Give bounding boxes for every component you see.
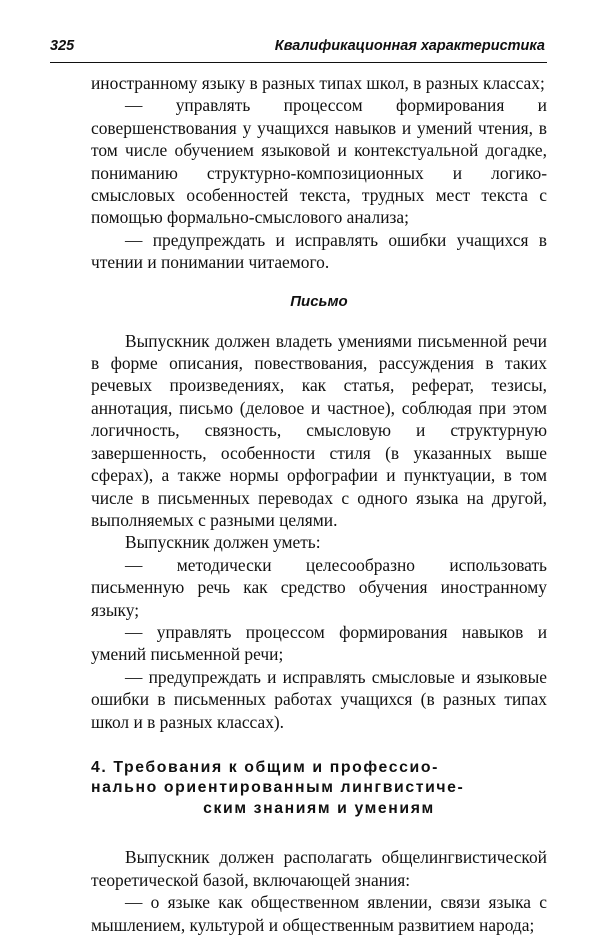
section-heading-line: ским знаниям и умениям	[203, 799, 435, 817]
paragraph: — предупреждать и исправлять ошибки учащихся в чтении и понимании читаемого.	[91, 229, 547, 273]
subheading-writing: Письмо	[290, 292, 348, 310]
paragraph: — предупреждать и исправлять смысловые и языковые ошибки в письменных работах учащихся (в разных типах школ и в разных классах).	[91, 666, 547, 732]
paragraph: Выпускник должен владеть умениями письменной речи в форме описания, повествования, рассуждения в таких речевых произведениях, как статья, реферат, тезисы, аннотация, письмо (деловое и частное), соблюдая при этом логичность, связность, смысловую и структурную завершенность, особенности стиля (в указанных выше сферах), а также нормы орфографии и пунктуации, в том числе в письменных переводах с одного языка на другой, выполняемых с разными целями.	[91, 330, 547, 530]
paragraph: — о языке как общественном явлении, связи языка с мышлением, культурой и общественным развитием народа;	[91, 892, 547, 935]
paragraph: Выпускник должен уметь:	[125, 532, 321, 553]
running-header	[50, 38, 545, 54]
paragraph: — управлять процессом формирования навыков и умений письменной речи;	[91, 621, 547, 665]
body-text	[91, 72, 547, 936]
section-heading	[91, 758, 547, 820]
header-rule	[50, 62, 547, 63]
paragraph: иностранному языку в разных типах школ, в разных классах;	[91, 73, 545, 93]
section-heading-line: нально ориентированным лингвистиче-	[91, 779, 465, 797]
paragraph: — методически целесообразно использовать письменную речь как средство обучения иностранному языку;	[91, 554, 547, 620]
running-title: Квалификационная характеристика	[274, 38, 545, 54]
paragraph: — управлять процессом формирования и совершенствования у учащихся навыков и умений чтения, в том числе обучением языковой и контекстуальной догадке, пониманию структурно-композиционных и логико-смысловых особенностей текста, трудных мест текста с помощью формально-смыслового анализа;	[91, 95, 547, 228]
section-heading-line: 4. Требования к общим и профессио-	[91, 758, 439, 776]
page-number: 325	[50, 38, 75, 54]
paragraph: Выпускник должен располагать общелингвистической теоретической базой, включающей знания:	[91, 847, 547, 890]
